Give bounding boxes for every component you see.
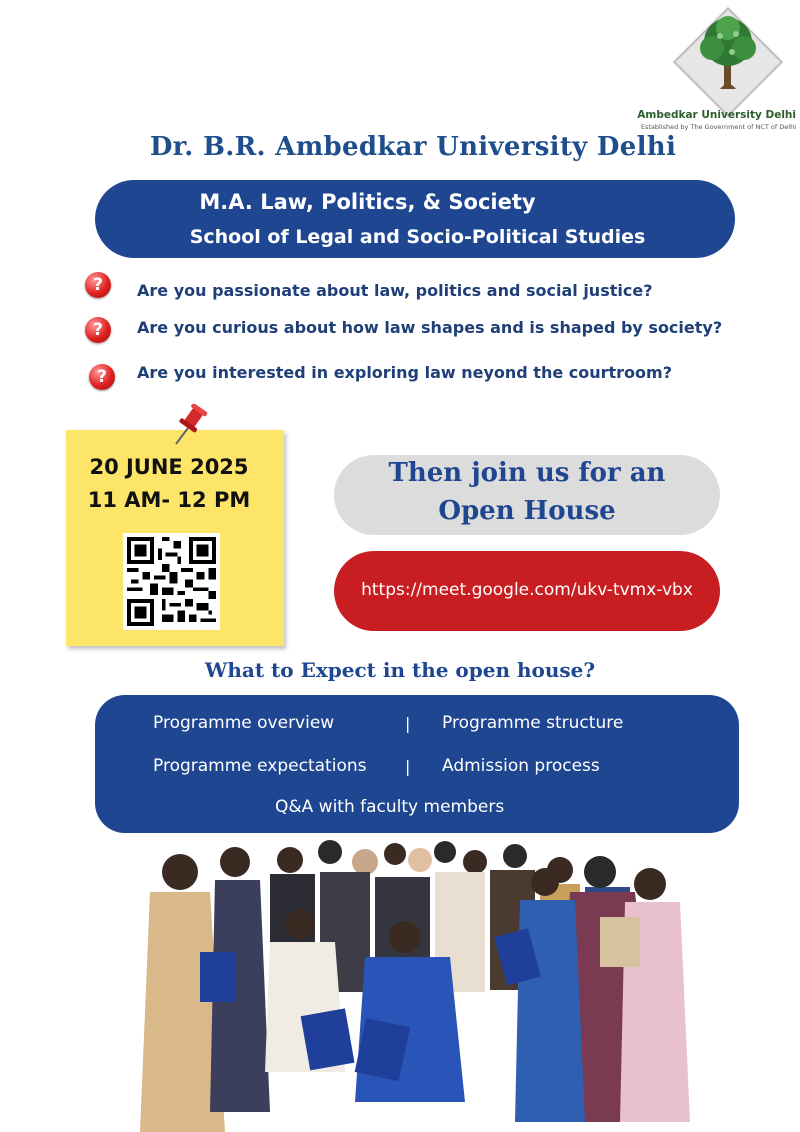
meet-link[interactable]: https://meet.google.com/ukv-tvmx-vbx	[361, 580, 693, 600]
expect-item-admission: Admission process	[442, 756, 600, 776]
question-2: Are you curious about how law shapes and is shaped by society?	[137, 318, 723, 337]
separator: |	[405, 714, 411, 733]
question-1: Are you passionate about law, politics and social justice?	[137, 281, 653, 300]
event-time: 11 AM- 12 PM	[87, 488, 251, 512]
expect-item-structure: Programme structure	[442, 713, 624, 733]
event-date: 20 JUNE 2025	[89, 455, 249, 479]
question-3: Are you interested in exploring law neyond the courtroom?	[137, 363, 672, 382]
pushpin-icon	[168, 404, 208, 448]
expect-item-expectations: Programme expectations	[153, 756, 367, 776]
expect-title: What to Expect in the open house?	[204, 658, 596, 682]
expect-item-overview: Programme overview	[153, 713, 335, 733]
page-title: Dr. B.R. Ambedkar University Delhi	[149, 132, 677, 162]
question-icon: ?	[85, 317, 111, 343]
programme-name: M.A. Law, Politics, & Society	[199, 190, 536, 214]
join-line-1: Then join us for an	[388, 458, 666, 488]
school-name: School of Legal and Socio-Political Studies	[189, 226, 646, 248]
expect-item-qa: Q&A with faculty members	[275, 797, 505, 817]
logo-name: Ambedkar University Delhi	[637, 109, 796, 121]
question-icon: ?	[89, 364, 115, 390]
group-photo	[120, 832, 700, 1132]
logo-subtitle: Established by The Government of NCT of Delhi	[640, 123, 796, 131]
question-icon: ?	[85, 272, 111, 298]
qr-code[interactable]	[123, 533, 220, 630]
join-line-2: Open House	[438, 496, 616, 526]
separator: |	[405, 757, 411, 776]
